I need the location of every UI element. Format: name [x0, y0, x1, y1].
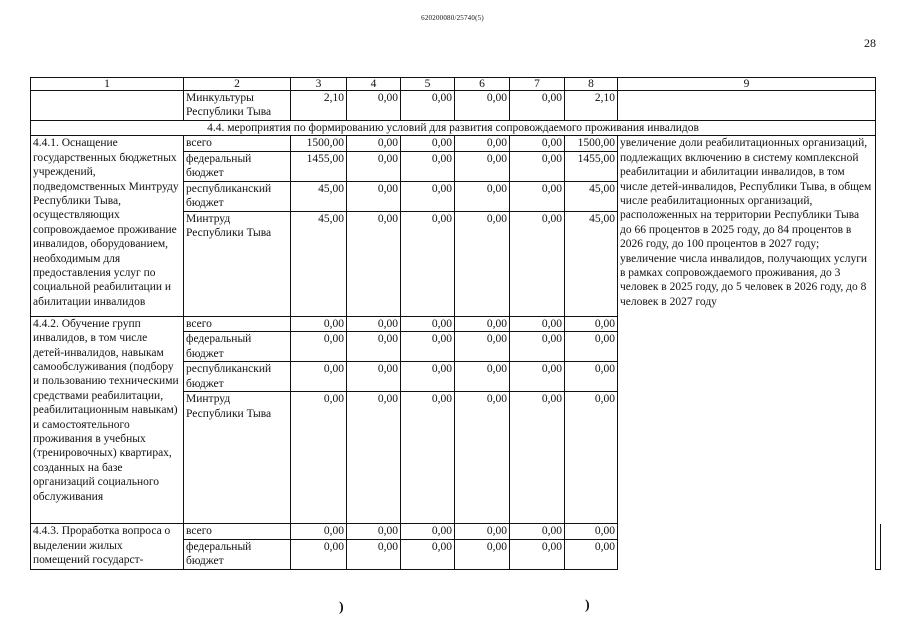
header-cell: 3	[291, 78, 347, 91]
header-cell: 4	[347, 78, 401, 91]
value-cell: 0,00	[455, 151, 510, 181]
value-cell: 45,00	[291, 181, 347, 211]
value-cell: 0,00	[565, 316, 618, 331]
value-cell: 0,00	[510, 136, 565, 151]
value-cell: 0,00	[455, 392, 510, 524]
value-cell: 0,00	[347, 392, 401, 524]
source-cell: Минтруд Республики Тыва	[184, 392, 291, 524]
value-cell: 0,00	[565, 524, 618, 539]
value-cell: 0,00	[291, 392, 347, 524]
value-cell: 0,00	[291, 332, 347, 362]
value-cell: 45,00	[565, 181, 618, 211]
header-cell: 7	[510, 78, 565, 91]
scan-mark: )	[585, 598, 590, 613]
header-cell: 2	[184, 78, 291, 91]
value-cell: 0,00	[510, 524, 565, 539]
table-row	[31, 91, 881, 121]
value-cell: 0,00	[347, 316, 401, 331]
value-cell: 0,00	[401, 181, 455, 211]
value-cell: 0,00	[401, 332, 455, 362]
item-title: 4.4.2. Обучение групп инвалидов, в том числе детей-инвалидов, навыкам самообслуживания (подбору и пользованию техническими средствами реабилитации, реабилитационным навыкам) и самостоятельного проживания в учебных (тренировочных) квартирах, созданных на базе организаций социального обслуживания	[31, 316, 184, 523]
source-cell: Минтруд Республики Тыва	[184, 211, 291, 316]
source-cell: федеральный бюджет	[184, 332, 291, 362]
value-cell: 0,00	[565, 332, 618, 362]
value-cell: 0,00	[455, 211, 510, 316]
source-cell: федеральный бюджет	[184, 151, 291, 181]
table-header-row	[31, 78, 881, 91]
value-cell: 0,00	[401, 316, 455, 331]
header-cell: 5	[401, 78, 455, 91]
value-cell: 0,00	[510, 539, 565, 569]
value-cell: 0,00	[347, 539, 401, 569]
value-cell: 1500,00	[565, 136, 618, 151]
value-cell: 45,00	[291, 211, 347, 316]
section-title: 4.4. мероприятия по формированию условий для развития сопровождаемого проживания инвалидов	[31, 121, 876, 136]
empty-cell	[618, 91, 876, 121]
empty-cell	[31, 91, 184, 121]
source-cell: всего	[184, 136, 291, 151]
value-cell: 0,00	[401, 539, 455, 569]
value-cell: 0,00	[347, 211, 401, 316]
value-cell: 1455,00	[291, 151, 347, 181]
value-cell: 0,00	[401, 151, 455, 181]
source-cell: всего	[184, 524, 291, 539]
value-cell: 0,00	[455, 539, 510, 569]
scan-mark: )	[339, 600, 344, 615]
value-cell: 2,10	[565, 91, 618, 121]
value-cell: 0,00	[401, 91, 455, 121]
value-cell: 0,00	[291, 316, 347, 331]
table-row	[31, 136, 881, 151]
budget-table	[30, 77, 881, 570]
value-cell: 0,00	[455, 136, 510, 151]
value-cell: 0,00	[291, 524, 347, 539]
source-cell: Минкультуры Республики Тыва	[184, 91, 291, 121]
value-cell: 0,00	[510, 332, 565, 362]
empty-cell	[876, 524, 881, 569]
header-cell: 9	[618, 78, 876, 91]
result-text: увеличение доли реабилитационных организаций, подлежащих включению в систему комплексной реабилитации и абилитации инвалидов, в том числе детей-инвалидов, Республики Тыва, в общем числе реабилитационных организаций, расположенных на территории Республики Тыва до 66 процентов в 2025 году, до 84 процентов в 2026 году, до 100 процентов в 2027 году; увеличение числа инвалидов, получающих услуги в рамках сопровождаемого проживания, до 3 человек в 2025 году, до 5 человек в 2026 году, до 8 человек в 2027 году	[618, 136, 876, 569]
section-title-row	[31, 121, 881, 136]
value-cell: 0,00	[565, 539, 618, 569]
value-cell: 2,10	[291, 91, 347, 121]
value-cell: 0,00	[455, 316, 510, 331]
value-cell: 0,00	[565, 362, 618, 392]
value-cell: 0,00	[291, 539, 347, 569]
value-cell: 0,00	[401, 211, 455, 316]
value-cell: 0,00	[510, 362, 565, 392]
header-cell: 1	[31, 78, 184, 91]
value-cell: 1500,00	[291, 136, 347, 151]
value-cell: 0,00	[347, 91, 401, 121]
value-cell: 0,00	[401, 524, 455, 539]
value-cell: 1455,00	[565, 151, 618, 181]
value-cell: 0,00	[401, 392, 455, 524]
value-cell: 0,00	[347, 151, 401, 181]
value-cell: 45,00	[565, 211, 618, 316]
item-title: 4.4.3. Проработка вопроса о выделении жилых помещений государст-	[31, 524, 184, 569]
value-cell: 0,00	[455, 332, 510, 362]
item-title: 4.4.1. Оснащение государственных бюджетных учреждений, подведомственных Минтруду Республики Тыва, осуществляющих сопровождаемое проживание инвалидов, оборудованием, необходимым для предоставления услуг по социальной реабилитации и абилитации инвалидов	[31, 136, 184, 316]
header-cell: 6	[455, 78, 510, 91]
value-cell: 0,00	[455, 524, 510, 539]
value-cell: 0,00	[455, 181, 510, 211]
value-cell: 0,00	[347, 136, 401, 151]
header-cell: 8	[565, 78, 618, 91]
value-cell: 0,00	[347, 181, 401, 211]
value-cell: 0,00	[347, 524, 401, 539]
page-number: 28	[864, 36, 876, 50]
value-cell: 0,00	[455, 91, 510, 121]
value-cell: 0,00	[401, 362, 455, 392]
source-cell: республиканский бюджет	[184, 362, 291, 392]
value-cell: 0,00	[510, 392, 565, 524]
source-cell: всего	[184, 316, 291, 331]
value-cell: 0,00	[510, 91, 565, 121]
value-cell: 0,00	[510, 211, 565, 316]
value-cell: 0,00	[347, 332, 401, 362]
value-cell: 0,00	[510, 316, 565, 331]
value-cell: 0,00	[347, 362, 401, 392]
value-cell: 0,00	[401, 136, 455, 151]
value-cell: 0,00	[510, 151, 565, 181]
source-cell: федеральный бюджет	[184, 539, 291, 569]
value-cell: 0,00	[455, 362, 510, 392]
value-cell: 0,00	[510, 181, 565, 211]
value-cell: 0,00	[565, 392, 618, 524]
document-id: 620200080/25740(5)	[421, 14, 484, 22]
source-cell: республиканский бюджет	[184, 181, 291, 211]
value-cell: 0,00	[291, 362, 347, 392]
